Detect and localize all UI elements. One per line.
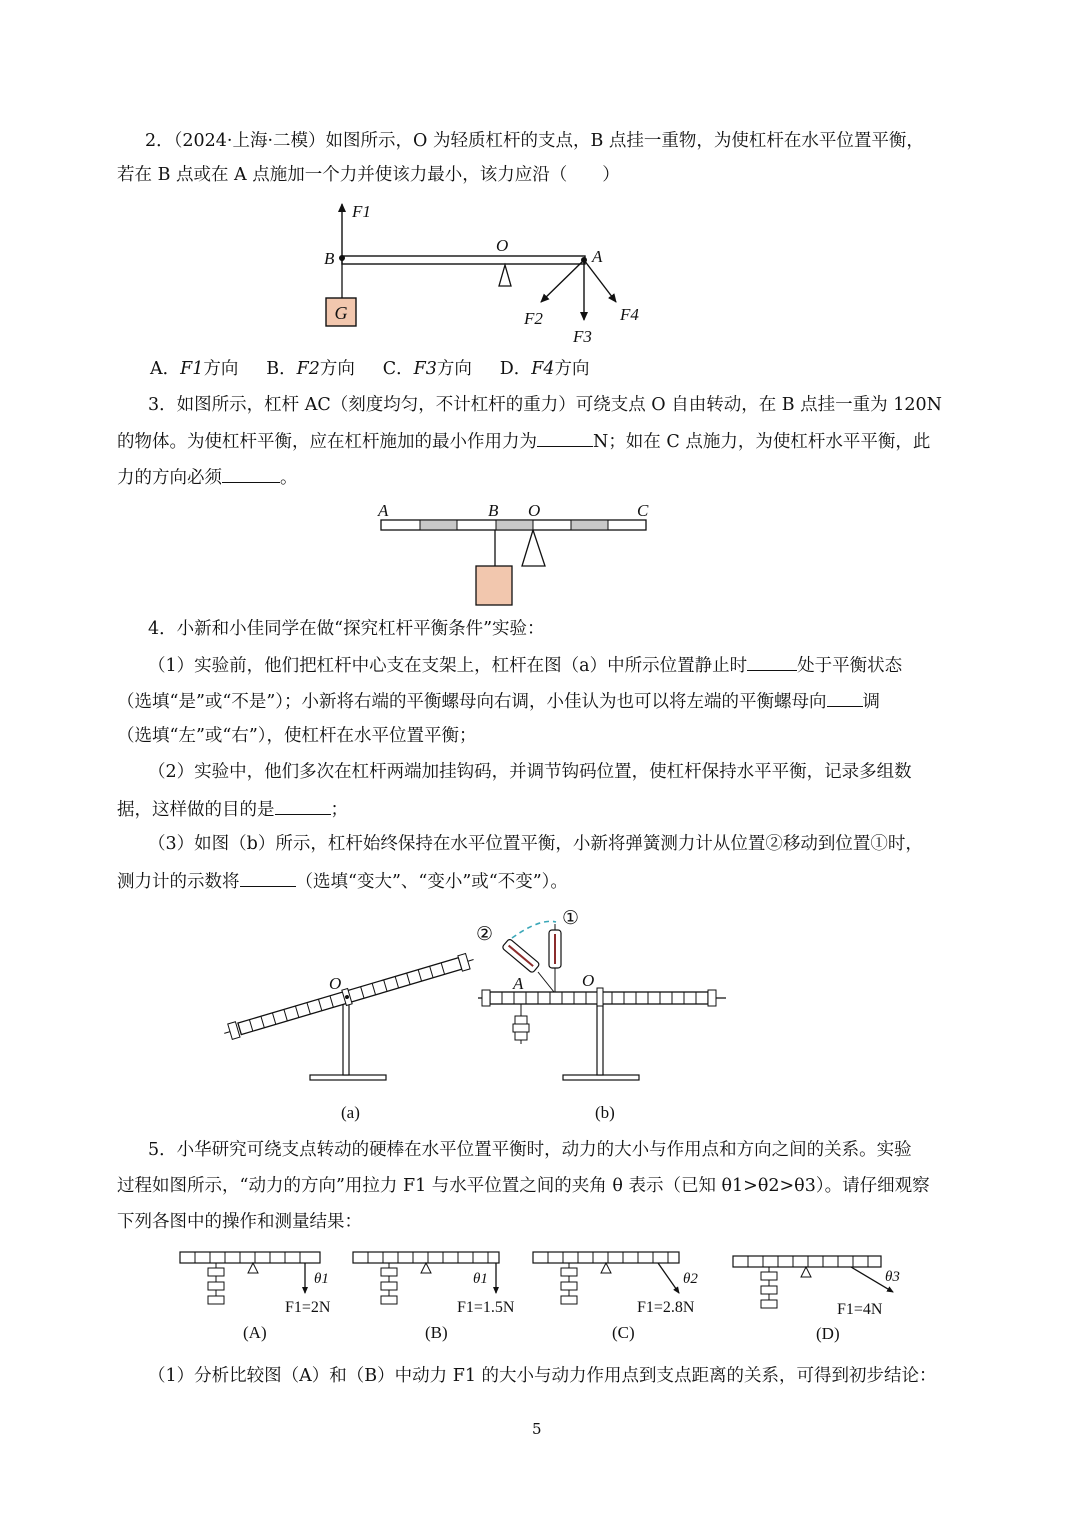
q5-figure-c: [533, 1252, 698, 1342]
q2-label-o: O: [496, 236, 509, 255]
q5-stem-line3: 下列各图中的操作和测量结果：: [117, 1212, 362, 1232]
q4-p1-line3: （选填“左”或“右”），使杠杆在水平位置平衡；: [117, 726, 477, 746]
q2-label-f4: F4: [620, 305, 639, 324]
q4-p1-line2: （选填“是”或“不是”）；小新将右端的平衡螺母向右调，小佳认为也可以将左端的平衡螺母向 调: [117, 688, 880, 714]
q2-label-f3: F3: [573, 327, 592, 346]
q4-caption-a: (a): [341, 1103, 360, 1122]
q3-stem-line2: 的物体。为使杠杆平衡，应在杠杆施加的最小作用力为 N；如在 C 点施力，为使杠杆水平平衡，此: [117, 428, 930, 454]
q2-option-a[interactable]: A．F1方向: [150, 359, 239, 379]
q3-label-b: B: [488, 501, 499, 520]
q2-option-b[interactable]: B．F2方向: [266, 359, 355, 379]
q4-p2-line2: 据，这样做的目的是 ；: [117, 796, 348, 822]
q5b-angle: θ1: [473, 1271, 488, 1287]
q3-label-c: C: [637, 501, 649, 520]
q5-figure-d: [733, 1256, 900, 1343]
q5c-caption: (C): [612, 1323, 635, 1342]
q5-figure-b: [353, 1252, 515, 1342]
q5d-caption: (D): [816, 1324, 840, 1343]
q2-option-c[interactable]: C．F3方向: [382, 359, 472, 379]
q4-p1-line1: （1）实验前，他们把杠杆中心支在支架上，杠杆在图（a）中所示位置静止时 处于平衡状态: [148, 652, 902, 678]
q5d-reading: F1=4N: [837, 1301, 883, 1318]
q4b-label-a: A: [513, 974, 524, 993]
q5b-reading: F1=1.5N: [457, 1299, 515, 1316]
q4-intro: 4．小新和小佳同学在做“探究杠杆平衡条件”实验：: [148, 619, 545, 639]
q4b-label-o: O: [582, 971, 595, 990]
q4a-label-o: O: [329, 974, 342, 993]
q5c-reading: F1=2.8N: [637, 1299, 695, 1316]
q4-p2-line1: （2）实验中，他们多次在杠杆两端加挂钩码，并调节钩码位置，使杠杆保持水平平衡，记录多组数: [148, 762, 912, 782]
q4b-pos2-label: ②: [476, 924, 494, 945]
q4-p3-line1: （3）如图（b）所示，杠杆始终保持在水平位置平衡，小新将弹簧测力计从位置②移动到位置①时，: [148, 834, 923, 854]
q3-label-o: O: [528, 501, 541, 520]
q2-stem-line2: 若在 B 点或在 A 点施加一个力并使该力最小，该力应沿（ ）: [117, 165, 620, 185]
q2-label-b: B: [324, 249, 335, 268]
q2-option-d[interactable]: D．F4方向: [499, 359, 590, 379]
q5-figure-a: [180, 1252, 331, 1342]
q2-label-f1: F1: [352, 202, 371, 221]
q5-sub1: （1）分析比较图（A）和（B）中动力 F1 的大小与动力作用点到支点距离的关系，可得到初步结论：: [148, 1366, 937, 1386]
q4-p3-line2: 测力计的示数将 （选填“变大”、“变小”或“不变”）。: [117, 868, 568, 894]
q2-label-f2: F2: [524, 309, 543, 328]
q4-caption-b: (b): [595, 1103, 615, 1122]
q4b-pos1-label: ①: [562, 908, 580, 929]
q3-stem-line1: 3．如图所示，杠杆 AC（刻度均匀，不计杠杆的重力）可绕支点 O 自由转动，在 B 点挂一重为 120N: [148, 395, 942, 415]
q3-stem-line3: 力的方向必须 。: [117, 464, 298, 490]
q5-stem-line1: 5．小华研究可绕支点转动的硬棒在水平位置平衡时，动力的大小与作用点和方向之间的关系。实验: [148, 1140, 912, 1160]
q2-label-g: G: [334, 303, 348, 323]
q2-label-a: A: [592, 247, 603, 266]
q5d-angle: θ3: [885, 1269, 900, 1285]
q5-stem-line2: 过程如图所示，“动力的方向”用拉力 F1 与水平位置之间的夹角 θ 表示（已知 θ1>θ2>θ3）。请仔细观察: [117, 1176, 930, 1196]
q3-label-a: A: [378, 501, 389, 520]
q5a-angle: θ1: [314, 1271, 329, 1287]
q5c-angle: θ2: [683, 1271, 698, 1287]
q5a-reading: F1=2N: [285, 1299, 331, 1316]
page-number: 5: [532, 1420, 542, 1438]
q2-stem-line1: 2．（2024·上海·二模）如图所示，O 为轻质杠杆的支点，B 点挂一重物，为使杠杆在水平位置平衡，: [145, 131, 924, 151]
q5b-caption: (B): [425, 1323, 448, 1342]
q5a-caption: (A): [243, 1323, 267, 1342]
